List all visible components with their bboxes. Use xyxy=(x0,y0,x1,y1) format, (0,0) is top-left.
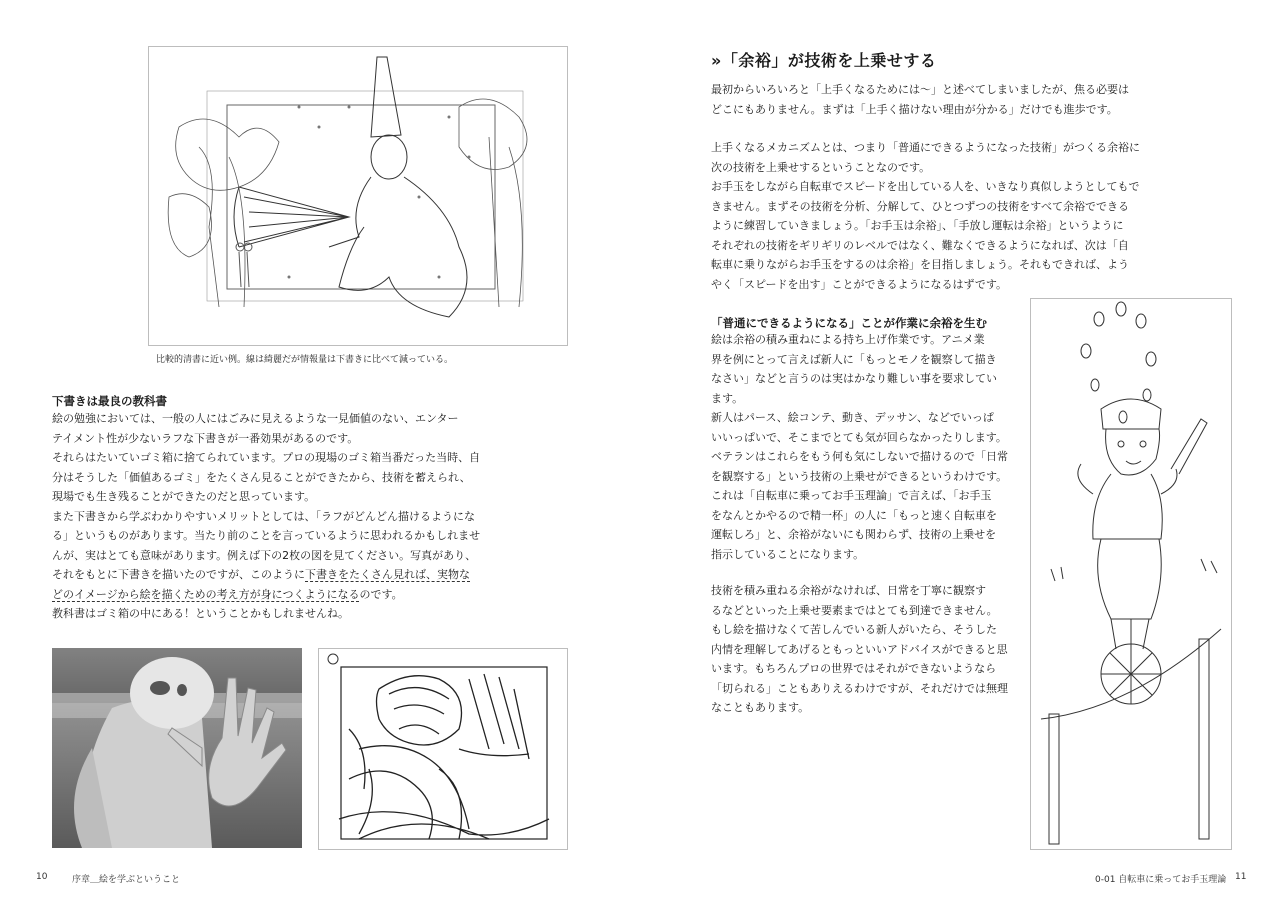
section-title-footer: 0-01 自転車に乗ってお手玉理論 xyxy=(1095,875,1227,885)
pencil-sketch-swordsman-icon xyxy=(149,47,567,345)
chapter-title: 序章＿絵を学ぶということ xyxy=(72,875,181,885)
body-line: る」というものがあります。当たり前のことを言っているように思われるかもしれませ xyxy=(52,529,481,542)
body-line: ます。 xyxy=(711,391,744,405)
body-line: 教科書はゴミ箱の中にある！ということかもしれませんね。 xyxy=(52,607,349,620)
photo-figure xyxy=(52,648,302,848)
body-line: お手玉をしながら自転車でスピードを出している人を、いきなり真似しようとしてもで xyxy=(711,180,1140,193)
body-line: それぞれの技術をギリギリのレベルではなく、難なくできるようになれば、次は「自 xyxy=(711,238,1129,252)
body-line-text: それをもとに下書きを描いたのですが、このように xyxy=(52,568,305,581)
page-number-left: 10 xyxy=(36,872,48,882)
body-line: います。もちろんプロの世界ではそれができないようなら xyxy=(711,662,997,675)
photo-hand-reaching-icon xyxy=(52,648,302,848)
body-line: 次の技術を上乗せするということなのです。 xyxy=(711,160,931,174)
title-mark: » xyxy=(711,51,722,70)
body-line: なこともあります。 xyxy=(711,701,810,714)
body-line: 上手くなるメカニズムとは、つまり「普通にできるようになった技術」がつくる余裕に xyxy=(711,141,1140,154)
body-line: ベテランはこれらをもう何も気にしないで描けるので「日常 xyxy=(711,450,1008,463)
body-line: んが、実はとても意味があります。例えば下の2枚の図を見てください。写真があり、 xyxy=(52,548,477,562)
body-line: をなんとかやるので精一杯」の人に「もっと速く自転車を xyxy=(711,508,997,522)
body-line: 分はそうした「価値あるゴミ」をたくさん見ることができたから、技術を蓄えられ、 xyxy=(52,470,471,484)
rough-sketch-figure xyxy=(318,648,568,850)
body-line: もし絵を描けなくて苦しんでいる新人がいたら、そうした xyxy=(711,623,997,636)
body-line: やく「スピードを出す」ことができるようになるはずです。 xyxy=(711,277,1008,291)
body-line: ように練習していきましょう。「お手玉は余裕」、「手放し運転は余裕」というように xyxy=(711,219,1124,232)
body-line: 現場でも生き残ることができたのだと思っています。 xyxy=(52,490,316,503)
sketch-figure-top xyxy=(148,46,568,346)
intro-text xyxy=(711,80,1129,119)
body-line: 新人はパース、絵コンテ、動き、デッサン、などでいっぱ xyxy=(711,411,994,424)
body-line: 最初からいろいろと「上手くなるためには〜」と述べてしまいましたが、焦る必要は xyxy=(711,83,1129,96)
page-number-right: 11 xyxy=(1235,872,1247,882)
emphasis-text: どのイメージから絵を描くための考え方が身につくようになる xyxy=(52,587,360,601)
body-line: どこにもありません。まずは「上手く描けない理由が分かる」だけでも進歩です。 xyxy=(711,102,1118,116)
mechanism-text xyxy=(711,138,1140,294)
body-line: を観察する」という技術の上乗せができるというわけです。 xyxy=(711,469,1008,483)
body-line xyxy=(52,585,480,605)
advice-text xyxy=(711,581,1008,718)
figure-caption: 比較的清書に近い例。線は綺麗だが情報量は下書きに比べて減っている。 xyxy=(156,355,454,365)
body-line: 絵は余裕の積み重ねによる持ち上げ作業です。アニメ業 xyxy=(711,333,985,346)
body-line: 「切られる」こともありえるわけですが、それだけでは無理 xyxy=(711,681,1008,695)
body-line: なさい」などと言うのは実はかなり難しい事を要求してい xyxy=(711,372,997,385)
sketch-unicycle-juggler-icon xyxy=(1031,299,1231,849)
emphasis-text: 下書きをたくさん見れば、実物な xyxy=(305,568,470,581)
body-line: また下書きから学ぶわかりやすいメリットとしては、「ラフがどんどん描けるようにな xyxy=(52,509,476,523)
body-line: それらはたいていゴミ箱に捨てられています。プロの現場のゴミ箱当番だった当時、自 xyxy=(52,451,481,464)
subheading: 「普通にできるようになる」ことが作業に余裕を生む xyxy=(711,316,987,330)
veteran-text xyxy=(711,330,1008,564)
page-title xyxy=(711,50,936,72)
body-line: 絵の勉強においては、一般の人にはごみに見えるような一見価値のない、エンター xyxy=(52,412,459,425)
body-line: 技術を積み重ねる余裕がなければ、日常を丁寧に観察す xyxy=(711,584,986,597)
body-line: 指示していることになります。 xyxy=(711,547,865,561)
body-line: 転車に乗りながらお手玉をするのは余裕」を目指しましょう。それもできれば、よう xyxy=(711,258,1129,271)
body-line: 界を例にとって言えば新人に「もっとモノを観察して描き xyxy=(711,352,997,366)
body-line: テイメント性が少ないラフな下書きが一番効果があるのです。 xyxy=(52,431,359,445)
title-text: 「余裕」が技術を上乗せする xyxy=(721,51,937,70)
rough-sketch-figure-icon xyxy=(319,649,567,849)
body-line: るなどといった上乗せ要素まではとても到達できません。 xyxy=(711,603,998,617)
body-line: 内情を理解してあげるともっといいアドバイスができると思 xyxy=(711,642,1008,656)
section-heading: 下書きは最良の教科書 xyxy=(52,394,167,408)
body-line-text: のです。 xyxy=(359,587,403,601)
body-line: 運転しろ」と、余裕がないにも関わらず、技術の上乗せを xyxy=(711,528,997,541)
unicycle-sketch-figure xyxy=(1030,298,1232,850)
body-line: いいっぱいで、そこまでとても気が回らなかったりします。 xyxy=(711,430,1007,444)
left-body-text xyxy=(52,409,480,624)
body-line: きません。まずその技術を分析、分解して、ひとつずつの技術をすべて余裕でできる xyxy=(711,199,1129,213)
body-line: これは「自転車に乗ってお手玉理論」で言えば、「お手玉 xyxy=(711,489,992,502)
body-line xyxy=(52,565,480,585)
